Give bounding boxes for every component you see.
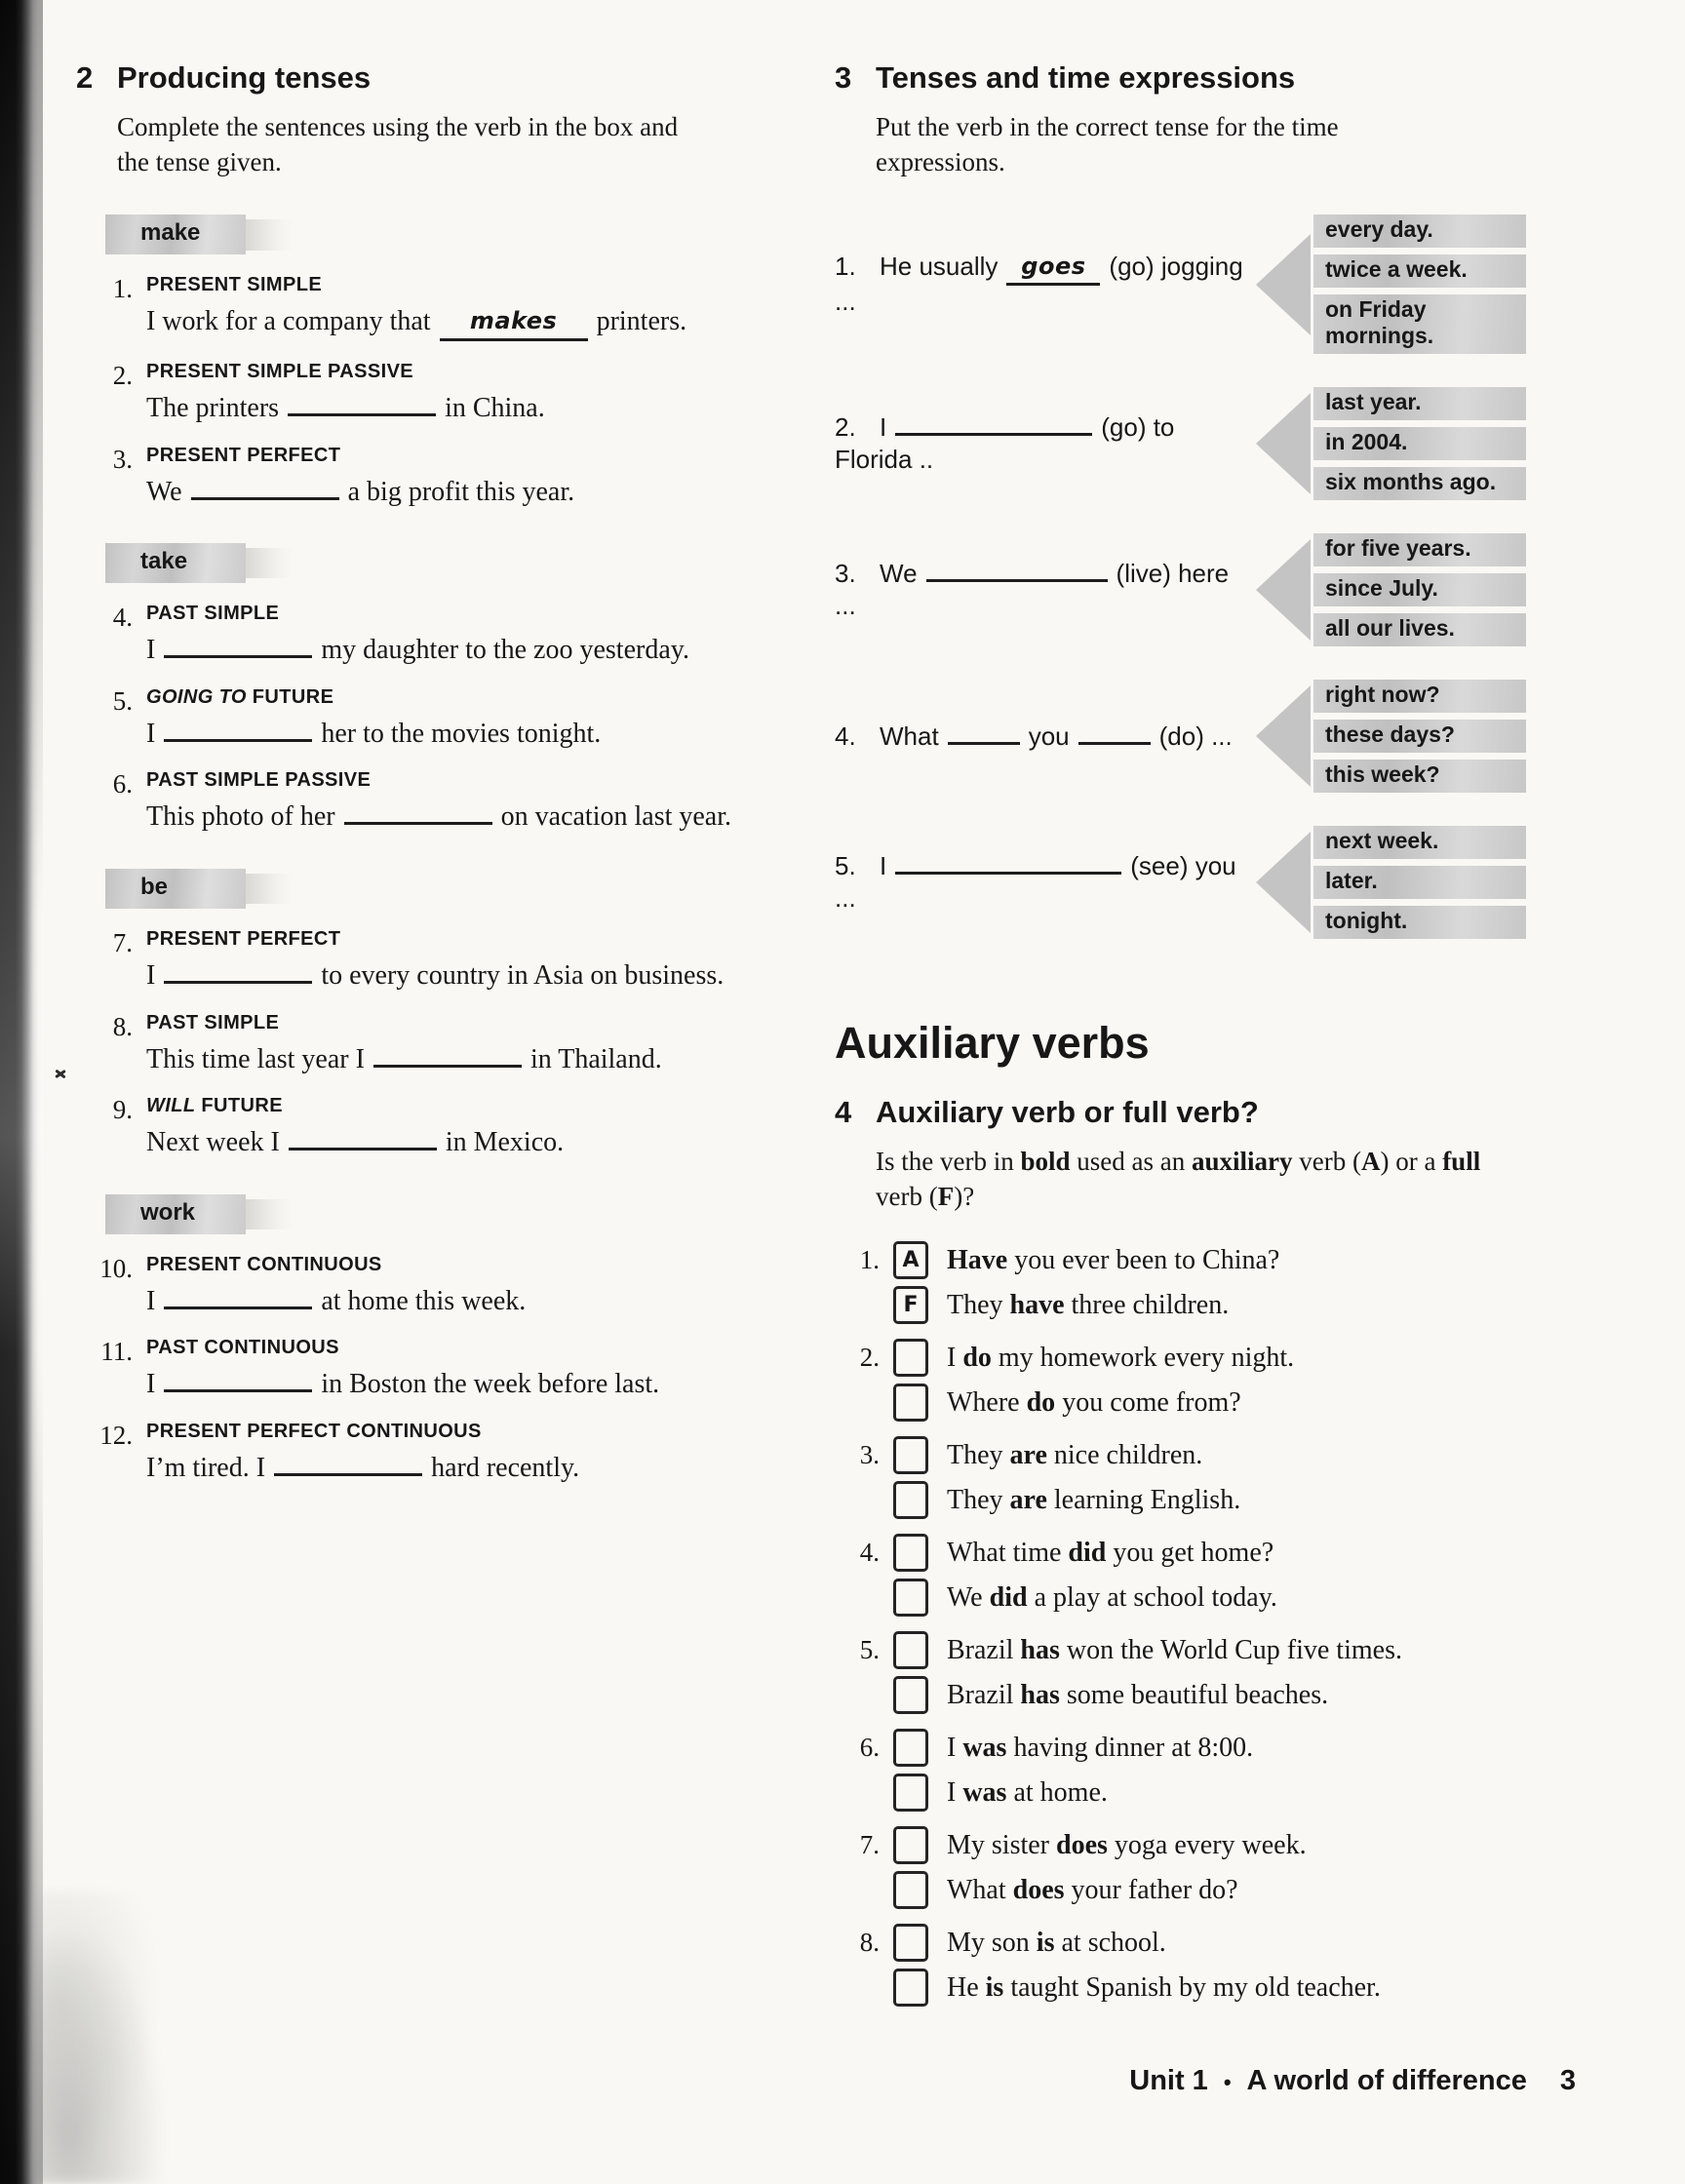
answer-blank bbox=[289, 1148, 437, 1150]
answer-box bbox=[893, 1286, 928, 1324]
answer-box bbox=[893, 1481, 928, 1519]
expression-line: on Friday mornings. bbox=[1313, 294, 1526, 354]
exercise4-items bbox=[835, 1241, 1615, 2007]
verb-box-wrap bbox=[105, 214, 805, 254]
sentence: We a big profit this year. bbox=[146, 476, 575, 507]
ex2-item-5 bbox=[76, 686, 805, 751]
expression-lines bbox=[1313, 533, 1526, 646]
expression-line: in 2004. bbox=[1313, 427, 1526, 460]
sentence-row bbox=[835, 1631, 1615, 1669]
expression-line: since July. bbox=[1313, 573, 1526, 606]
item-number: 6. bbox=[859, 1733, 880, 1763]
sentence: 5. I (see) you ... bbox=[835, 850, 1236, 914]
ex2-item-1 bbox=[76, 274, 805, 341]
sentence: They are learning English. bbox=[947, 1485, 1241, 1516]
sentence-row bbox=[835, 1774, 1615, 1812]
ex3-item-3 bbox=[835, 533, 1615, 646]
answer-box bbox=[893, 1579, 928, 1617]
ex2-item-10 bbox=[76, 1254, 805, 1318]
time-expressions-group bbox=[1256, 214, 1526, 354]
exercise-number: 3 bbox=[835, 60, 852, 95]
expression-line: right now? bbox=[1313, 680, 1526, 713]
left-column bbox=[76, 60, 805, 1485]
answer-blank bbox=[191, 497, 339, 500]
item-number: 4. bbox=[835, 721, 856, 751]
tense-label: PAST CONTINUOUS bbox=[146, 1337, 339, 1359]
sentence: I do my homework every night. bbox=[947, 1343, 1295, 1374]
ex2-item-7 bbox=[76, 928, 805, 993]
sentence: I’m tired. I hard recently. bbox=[146, 1452, 580, 1483]
item-number: 5. bbox=[859, 1635, 880, 1665]
sentence: Have you ever been to China? bbox=[947, 1245, 1280, 1276]
answer-blank bbox=[1078, 742, 1151, 745]
verb-box-work: work bbox=[105, 1194, 246, 1234]
sentence: I to every country in Asia on business. bbox=[146, 960, 725, 992]
sentence-row bbox=[835, 1579, 1615, 1617]
answer-blank bbox=[1006, 251, 1100, 287]
ex2-item-2 bbox=[76, 361, 805, 425]
answer-box bbox=[893, 1729, 928, 1767]
page-footer bbox=[1129, 2065, 1576, 2097]
item-number: 3. bbox=[835, 558, 856, 588]
handwritten-answer: goes bbox=[1021, 252, 1086, 280]
item-body bbox=[146, 1337, 659, 1401]
page-number: 3 bbox=[1559, 2065, 1576, 2096]
expression-line: six months ago. bbox=[1313, 467, 1526, 500]
verb-box-be: be bbox=[105, 869, 246, 909]
item-body bbox=[146, 928, 724, 993]
expression-line: this week? bbox=[1313, 760, 1526, 793]
sentence-row bbox=[835, 1871, 1615, 1909]
sentence: This time last year I in Thailand. bbox=[146, 1043, 662, 1074]
sentence: 4. What you (do) ... bbox=[835, 721, 1256, 754]
ex4-pair-3 bbox=[835, 1436, 1615, 1519]
answer-blank bbox=[440, 305, 588, 341]
sentence: 1. He usually goes (go) jogging ... bbox=[835, 251, 1243, 317]
exercise-title: Producing tenses bbox=[117, 60, 372, 95]
item-number: 12. bbox=[99, 1420, 133, 1450]
time-expressions-group bbox=[1256, 387, 1526, 500]
ex2-item-4 bbox=[76, 603, 805, 667]
verb-box-wrap bbox=[105, 869, 805, 909]
ex2-item-3 bbox=[76, 445, 805, 509]
answer-blank bbox=[274, 1473, 422, 1476]
ex4-pair-7 bbox=[835, 1826, 1615, 1909]
answer-blank bbox=[926, 579, 1108, 582]
item-body bbox=[146, 686, 601, 751]
ex3-item-2 bbox=[835, 387, 1615, 500]
answer-box bbox=[893, 1241, 928, 1279]
sentence: We did a play at school today. bbox=[947, 1582, 1277, 1614]
sentence-row bbox=[835, 1826, 1615, 1864]
sentence: They are nice children. bbox=[947, 1440, 1203, 1471]
answer-blank bbox=[373, 1065, 522, 1068]
verb-box-make: make bbox=[105, 214, 246, 254]
book-binding-shade bbox=[0, 0, 43, 2184]
sentence-row bbox=[835, 1286, 1615, 1324]
item-number: 4. bbox=[859, 1538, 880, 1568]
sentence: Where do you come from? bbox=[947, 1387, 1241, 1419]
item-number: 3. bbox=[859, 1440, 880, 1470]
ex3-item-5 bbox=[835, 826, 1615, 939]
sentence-row bbox=[835, 1676, 1615, 1714]
exercise-title: Auxiliary verb or full verb? bbox=[876, 1094, 1259, 1129]
time-expressions-group bbox=[1256, 533, 1526, 646]
item-body bbox=[146, 1421, 579, 1485]
right-column bbox=[835, 60, 1615, 2021]
ex3-item-1 bbox=[835, 214, 1615, 354]
item-body bbox=[146, 1254, 526, 1318]
answer-blank bbox=[164, 1306, 312, 1309]
sentence: Brazil has won the World Cup five times. bbox=[947, 1635, 1402, 1666]
answer-box bbox=[893, 1826, 928, 1864]
sentence: My sister does yoga every week. bbox=[947, 1830, 1307, 1861]
ex4-pair-8 bbox=[835, 1924, 1615, 2007]
verb-box-take: take bbox=[105, 543, 246, 583]
ex2-item-9 bbox=[76, 1095, 805, 1159]
answer-blank bbox=[164, 981, 312, 984]
section-title-auxiliary-verbs: Auxiliary verbs bbox=[835, 1018, 1150, 1069]
expression-line: all our lives. bbox=[1313, 613, 1526, 646]
sentence: I work for a company that makes printers. bbox=[146, 305, 686, 341]
answer-box bbox=[893, 1924, 928, 1962]
expression-lines bbox=[1313, 826, 1526, 939]
sentence-row bbox=[835, 1436, 1615, 1474]
item-number: 2. bbox=[112, 361, 133, 391]
answer-blank bbox=[895, 433, 1092, 436]
arrow-left-icon bbox=[1256, 539, 1311, 641]
answer-blank bbox=[948, 742, 1020, 745]
handwritten-letter: A bbox=[902, 1248, 920, 1273]
arrow-left-icon bbox=[1256, 234, 1311, 335]
item-number: 2. bbox=[835, 411, 856, 442]
tense-label: PRESENT SIMPLE bbox=[146, 274, 323, 296]
item-body bbox=[146, 769, 731, 834]
ex3-item-4 bbox=[835, 680, 1615, 793]
item-number: 1. bbox=[835, 251, 856, 281]
sentence: This photo of her on vacation last year. bbox=[146, 801, 731, 833]
item-number: 8. bbox=[859, 1928, 880, 1958]
item-body bbox=[146, 603, 689, 667]
item-number: 8. bbox=[112, 1011, 133, 1041]
ex2-item-11 bbox=[76, 1337, 805, 1401]
exercise2-heading bbox=[76, 60, 805, 96]
sentence: I was at home. bbox=[947, 1777, 1108, 1809]
sentence-row bbox=[835, 1729, 1615, 1767]
answer-blank bbox=[288, 413, 436, 416]
expression-line: twice a week. bbox=[1313, 254, 1526, 288]
answer-blank bbox=[164, 1389, 312, 1392]
footer-title: A world of difference bbox=[1246, 2065, 1527, 2096]
tense-label: PAST SIMPLE bbox=[146, 1011, 280, 1034]
verb-box-wrap bbox=[105, 543, 805, 583]
expression-line: tonight. bbox=[1313, 906, 1526, 939]
expression-line: every day. bbox=[1313, 214, 1526, 248]
item-number: 7. bbox=[859, 1830, 880, 1860]
answer-blank bbox=[344, 822, 492, 825]
item-number: 5. bbox=[112, 685, 133, 716]
item-number: 6. bbox=[112, 769, 133, 800]
answer-box bbox=[893, 1774, 928, 1812]
answer-box bbox=[893, 1871, 928, 1909]
handwritten-answer: makes bbox=[469, 307, 558, 335]
answer-box bbox=[893, 1676, 928, 1714]
sentence-row bbox=[835, 1924, 1615, 1962]
answer-box bbox=[893, 1534, 928, 1572]
item-body bbox=[146, 1012, 662, 1076]
sentence: What does your father do? bbox=[947, 1875, 1238, 1906]
answer-blank bbox=[164, 739, 312, 742]
scan-smudge bbox=[33, 1892, 179, 2184]
ex2-item-12 bbox=[76, 1421, 805, 1485]
ex2-item-8 bbox=[76, 1012, 805, 1076]
bullet-separator: • bbox=[1223, 2070, 1232, 2094]
sentence-row bbox=[835, 1339, 1615, 1377]
item-number: 5. bbox=[835, 850, 856, 880]
exercise3-items bbox=[835, 214, 1615, 939]
sentence: What time did you get home? bbox=[947, 1538, 1274, 1569]
ex4-pair-4 bbox=[835, 1534, 1615, 1617]
tense-label: PAST SIMPLE PASSIVE bbox=[146, 769, 372, 792]
item-number: 11. bbox=[100, 1337, 133, 1367]
sentence: 2. I (go) to Florida .. bbox=[835, 411, 1175, 475]
sentence: He is taught Spanish by my old teacher. bbox=[947, 1972, 1381, 2004]
ex4-pair-2 bbox=[835, 1339, 1615, 1422]
sentence: The printers in China. bbox=[146, 393, 545, 424]
exercise4-instructions: Is the verb in bold used as an auxiliary verb (A) or a full verb (F)? bbox=[876, 1146, 1481, 1211]
answer-box bbox=[893, 1631, 928, 1669]
tense-label: PRESENT PERFECT bbox=[146, 928, 341, 951]
item-body bbox=[146, 274, 686, 341]
stray-ink-mark bbox=[53, 1067, 68, 1080]
exercise-number: 4 bbox=[835, 1094, 852, 1129]
footer-unit: Unit 1 bbox=[1129, 2065, 1208, 2096]
sentence-row bbox=[835, 1534, 1615, 1572]
answer-box bbox=[893, 1969, 928, 2007]
verb-box-wrap bbox=[105, 1194, 805, 1234]
time-expressions-group bbox=[1256, 826, 1526, 939]
arrow-left-icon bbox=[1256, 832, 1311, 933]
handwritten-letter: F bbox=[903, 1293, 919, 1318]
item-number: 7. bbox=[112, 928, 133, 958]
tense-label: PRESENT PERFECT CONTINUOUS bbox=[146, 1420, 482, 1442]
item-number: 4. bbox=[112, 603, 133, 633]
item-number: 10. bbox=[99, 1253, 133, 1283]
sentence: Brazil has some beautiful beaches. bbox=[947, 1680, 1329, 1711]
answer-blank bbox=[164, 655, 312, 658]
item-number: 3. bbox=[112, 444, 133, 474]
exercise3-instructions: Put the verb in the correct tense for the time expressions. bbox=[876, 111, 1339, 176]
sentence: I her to the movies tonight. bbox=[146, 718, 602, 749]
sentence: I my daughter to the zoo yesterday. bbox=[146, 635, 689, 666]
sentence: I at home this week. bbox=[146, 1285, 527, 1316]
ex4-pair-6 bbox=[835, 1729, 1615, 1812]
sentence: They have three children. bbox=[947, 1290, 1230, 1321]
tense-label: PRESENT PERFECT bbox=[146, 444, 341, 466]
sentence: I in Boston the week before last. bbox=[146, 1369, 660, 1400]
exercise3-heading bbox=[835, 60, 1615, 96]
sentence: Next week I in Mexico. bbox=[146, 1127, 565, 1158]
tense-label: PRESENT SIMPLE PASSIVE bbox=[146, 361, 414, 383]
item-body bbox=[146, 361, 545, 425]
expression-line: last year. bbox=[1313, 387, 1526, 420]
ex4-pair-1 bbox=[835, 1241, 1615, 1324]
item-body bbox=[146, 445, 574, 509]
tense-label: PAST SIMPLE bbox=[146, 603, 280, 625]
tense-label: GOING TO FUTURE bbox=[146, 685, 334, 708]
expression-lines bbox=[1313, 680, 1526, 793]
expression-lines bbox=[1313, 214, 1526, 354]
ex2-item-6 bbox=[76, 769, 805, 834]
answer-box bbox=[893, 1384, 928, 1422]
ex4-pair-5 bbox=[835, 1631, 1615, 1714]
expression-line: later. bbox=[1313, 866, 1526, 899]
item-number: 2. bbox=[859, 1343, 880, 1373]
exercise4-heading bbox=[835, 1095, 1615, 1130]
expression-line: for five years. bbox=[1313, 533, 1526, 566]
arrow-left-icon bbox=[1256, 685, 1311, 787]
tense-label: PRESENT CONTINUOUS bbox=[146, 1253, 382, 1275]
sentence-row bbox=[835, 1481, 1615, 1519]
sentence: 3. We (live) here ... bbox=[835, 558, 1230, 621]
item-body bbox=[146, 1095, 564, 1159]
answer-box bbox=[893, 1339, 928, 1377]
sentence-row bbox=[835, 1241, 1615, 1279]
exercise-number: 2 bbox=[76, 60, 94, 95]
tense-label: WILL FUTURE bbox=[146, 1095, 283, 1117]
exercise-title: Tenses and time expressions bbox=[876, 60, 1296, 95]
time-expressions-group bbox=[1256, 680, 1526, 793]
expression-lines bbox=[1313, 387, 1526, 500]
item-number: 1. bbox=[112, 274, 133, 304]
exercise2-instructions: Complete the sentences using the verb in the box and the tense given. bbox=[117, 111, 679, 176]
sentence-row bbox=[835, 1384, 1615, 1422]
item-number: 9. bbox=[112, 1095, 133, 1125]
expression-line: next week. bbox=[1313, 826, 1526, 859]
sentence: I was having dinner at 8:00. bbox=[947, 1733, 1254, 1764]
sentence: My son is at school. bbox=[947, 1928, 1166, 1959]
sentence-row bbox=[835, 1969, 1615, 2007]
item-number: 1. bbox=[859, 1245, 880, 1275]
arrow-left-icon bbox=[1256, 393, 1311, 494]
expression-line: these days? bbox=[1313, 720, 1526, 753]
answer-blank bbox=[895, 872, 1121, 875]
answer-box bbox=[893, 1436, 928, 1474]
